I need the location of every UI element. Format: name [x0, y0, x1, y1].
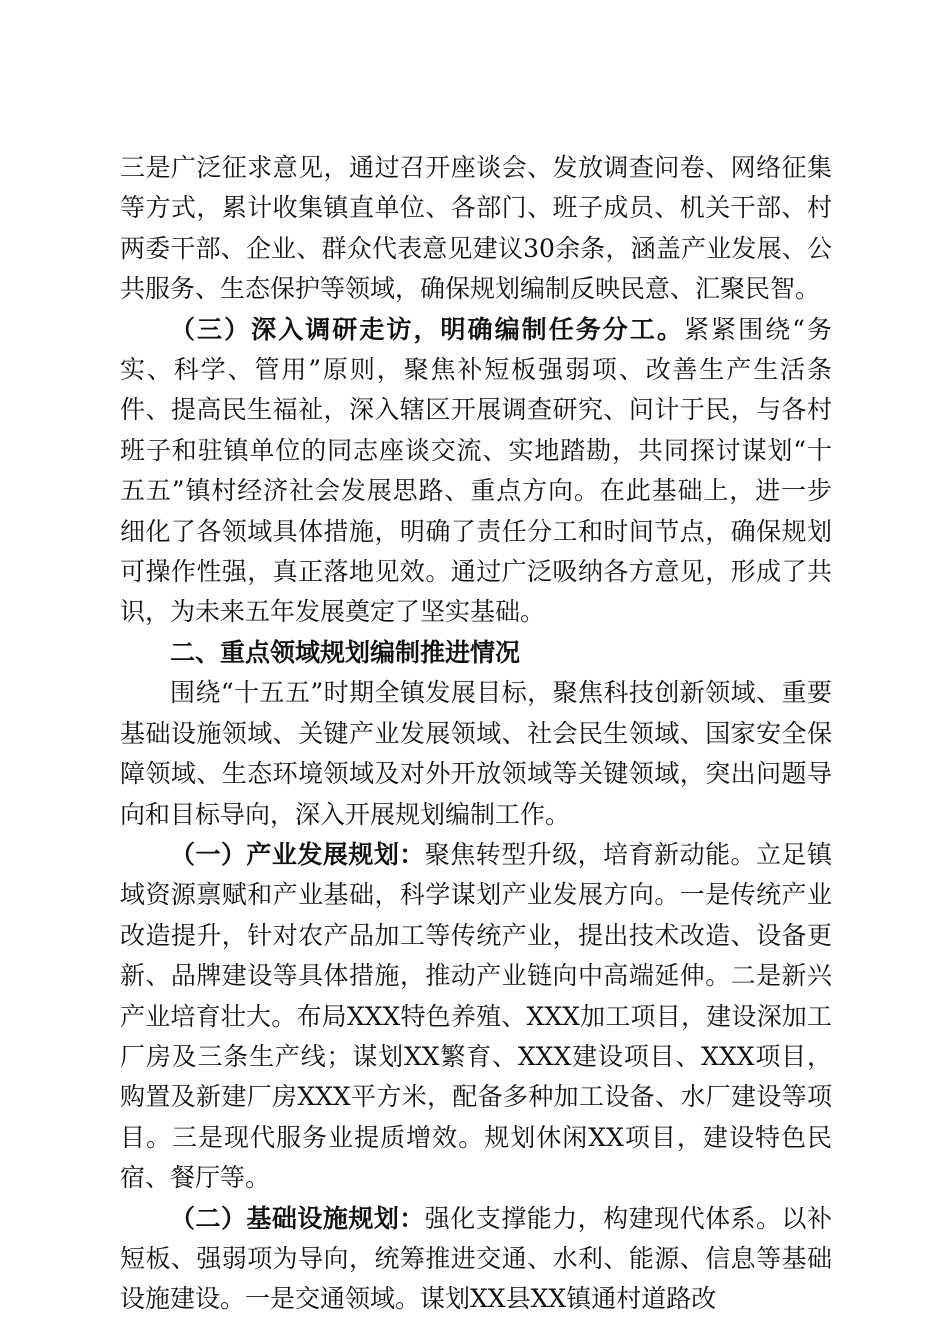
paragraph-key-areas-intro: 围绕“十五五”时期全镇发展目标，聚焦科技创新领域、重要基础设施领域、关键产业发展领域、社会民生领域、国家安全保障领域、生态环境领域及对外开放领域等关键领域，突出问题导向和目标导向，深入开展规划编制工作。 [120, 678, 832, 829]
section-body-3: 紧紧围绕“务实、科学、管用”原则，聚焦补短板强弱项、改善生产生活条件、提高民生福祉，深入辖区开展调查研究、问计于民，与各村班子和驻镇单位的同志座谈交流、实地踏勘，共同探讨谋划“十五五”镇村经济社会发展思路、重点方向。在此基础上，进一步细化了各领域具体措施，明确了责任分工和时间节点，确保规划可操作性强，真正落地见效。通过广泛吸纳各方意见，形成了共识，为未来五年发展奠定了坚实基础。 [120, 314, 833, 627]
section-lead-2: （二）基础设施规划： [170, 1203, 425, 1233]
paragraph-industry-planning [120, 835, 832, 1199]
section-lead-3: （三）深入调研走访，明确编制任务分工。 [170, 314, 684, 344]
paragraph-infrastructure-planning [120, 1199, 832, 1320]
section-body-1: 聚焦转型升级，培育新动能。立足镇域资源禀赋和产业基础，科学谋划产业发展方向。一是传统产业改造提升，针对农产品加工等传统产业，提出技术改造、设备更新、品牌建设等具体措施，推动产业链向中高端延伸。二是新兴产业培育壮大。布局XXX特色养殖、XXX加工项目，建设深加工厂房及三条生产线；谋划XX繁育、XXX建设项目、XXX项目，购置及新建厂房XXX平方米，配备多种加工设备、水厂建设等项目。三是现代服务业提质增效。规划休闲XX项目，建设特色民宿、餐厅等。 [120, 839, 832, 1193]
section-lead-1: （一）产业发展规划： [170, 839, 425, 869]
paragraph-public-opinion: 三是广泛征求意见，通过召开座谈会、发放调查问卷、网络征集等方式，累计收集镇直单位、各部门、班子成员、机关干部、村两委干部、企业、群众代表意见建议30余条，涵盖产业发展、公共服务、生态保护等领域，确保规划编制反映民意、汇聚民智。 [120, 153, 832, 304]
section-heading-2: 二、重点领域规划编制推进情况 [170, 637, 521, 667]
paragraph-research-visits [120, 310, 832, 633]
section-body-2: 强化支撑能力，构建现代体系。以补短板、强弱项为导向，统筹推进交通、水利、能源、信息等基础设施建设。一是交通领域。谋划XX县XX镇通村道路改 [120, 1203, 832, 1314]
document-page [120, 148, 832, 1320]
